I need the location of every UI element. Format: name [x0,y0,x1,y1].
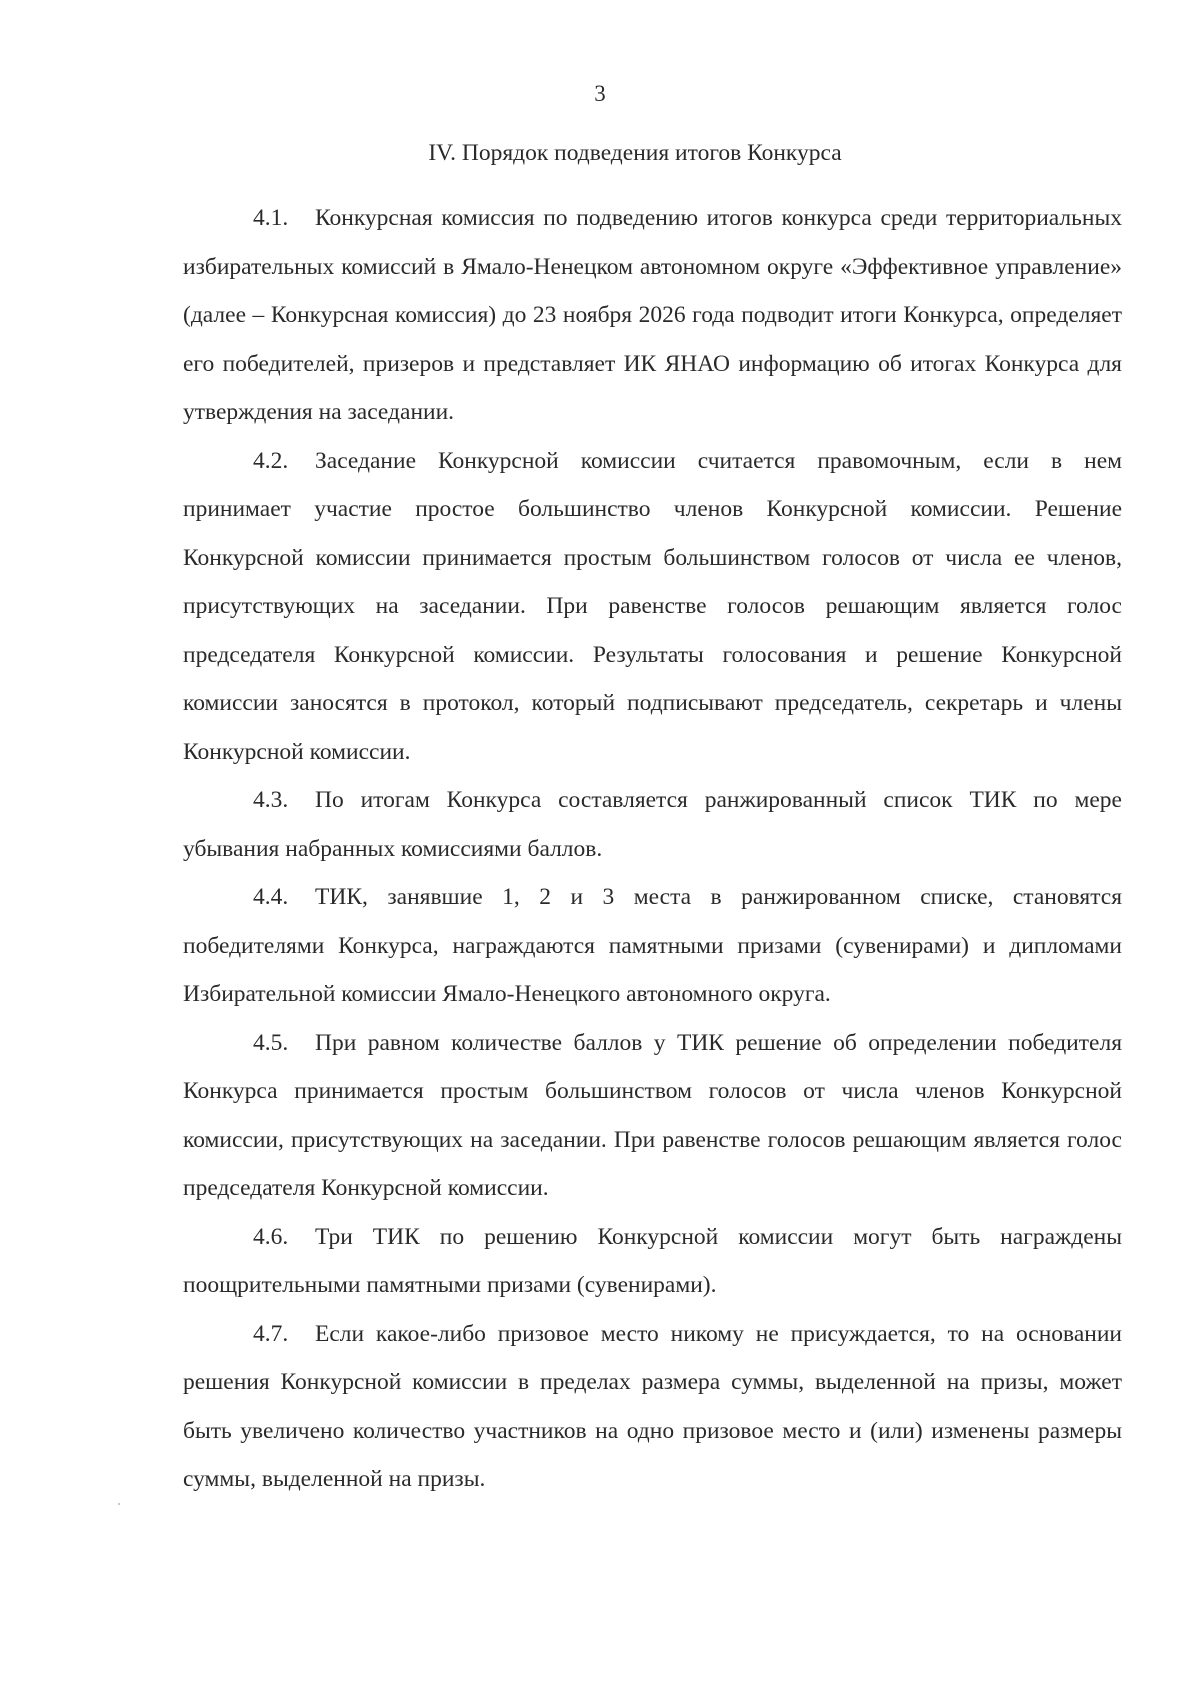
body-text [183,194,1122,1504]
paragraph-number: 4.5. [253,1029,289,1056]
paragraph-4-1 [183,194,1122,437]
paragraph-text: Если какое-либо призовое место никому не присуждается, то на основании решения Конкурсной комиссии в пределах размера суммы, выделенной на призы, может быть увеличено количество участников на одно призовое место и (или) изменены размеры суммы, выделенной на призы. [183,1320,1122,1492]
paragraph-4-3 [183,776,1122,873]
paragraph-4-2 [183,437,1122,777]
paragraph-text: По итогам Конкурса составляется ранжированный список ТИК по мере убывания набранных комиссиями баллов. [183,787,1122,862]
page-number: 3 [594,81,606,106]
paragraph-number: 4.2. [253,447,289,474]
paragraph-4-4 [183,873,1122,1019]
paragraph-number: 4.3. [253,787,289,813]
paragraph-text: При равном количестве баллов у ТИК решение об определении победителя Конкурса принимается простым большинством голосов от числа членов Конкурсной комиссии, присутствующих на заседании. При равенстве голосов решающим является голос председателя Конкурсной комиссии. [183,1029,1122,1201]
paragraph-text: Заседание Конкурсной комиссии считается правомочным, если в нем принимает участие простое большинство членов Конкурсной комиссии. Решение Конкурсной комиссии принимается простым большинством голосов от числа ее членов, присутствующих на заседании. При равенстве голосов решающим является голос председателя Конкурсной комиссии. Результаты голосования и решение Конкурсной комиссии заносятся в протокол, который подписывают председатель, секретарь и члены Конкурсной комиссии. [183,447,1122,765]
paragraph-4-7 [183,1310,1122,1504]
paragraph-text: ТИК, занявшие 1, 2 и 3 места в ранжированном списке, становятся победителями Конкурса, награждаются памятными призами (сувенирами) и дипломами Избирательной комиссии Ямало-Ненецкого автономного округа. [183,884,1122,1007]
scan-speck [118,1503,120,1505]
paragraph-4-5 [183,1019,1122,1213]
paragraph-number: 4.7. [253,1320,289,1347]
paragraph-number: 4.6. [253,1223,289,1250]
paragraph-4-6 [183,1213,1122,1310]
paragraph-number: 4.1. [253,205,289,231]
paragraph-number: 4.4. [253,884,289,910]
paragraph-text: Конкурсная комиссия по подведению итогов конкурса среди территориальных избирательных комиссий в Ямало-Ненецком автономном округе «Эффективное управление» (далее – Конкурсная комиссия) до 23 ноября 2026 года подводит итоги Конкурса, определяет его победителей, призеров и представляет ИК ЯНАО информацию об итогах Конкурса для утверждения на заседании. [183,205,1122,425]
section-title: IV. Порядок подведения итогов Конкурса [428,140,842,166]
paragraph-text: Три ТИК по решению Конкурсной комиссии могут быть награждены поощрительными памятными призами (сувенирами). [183,1223,1122,1298]
